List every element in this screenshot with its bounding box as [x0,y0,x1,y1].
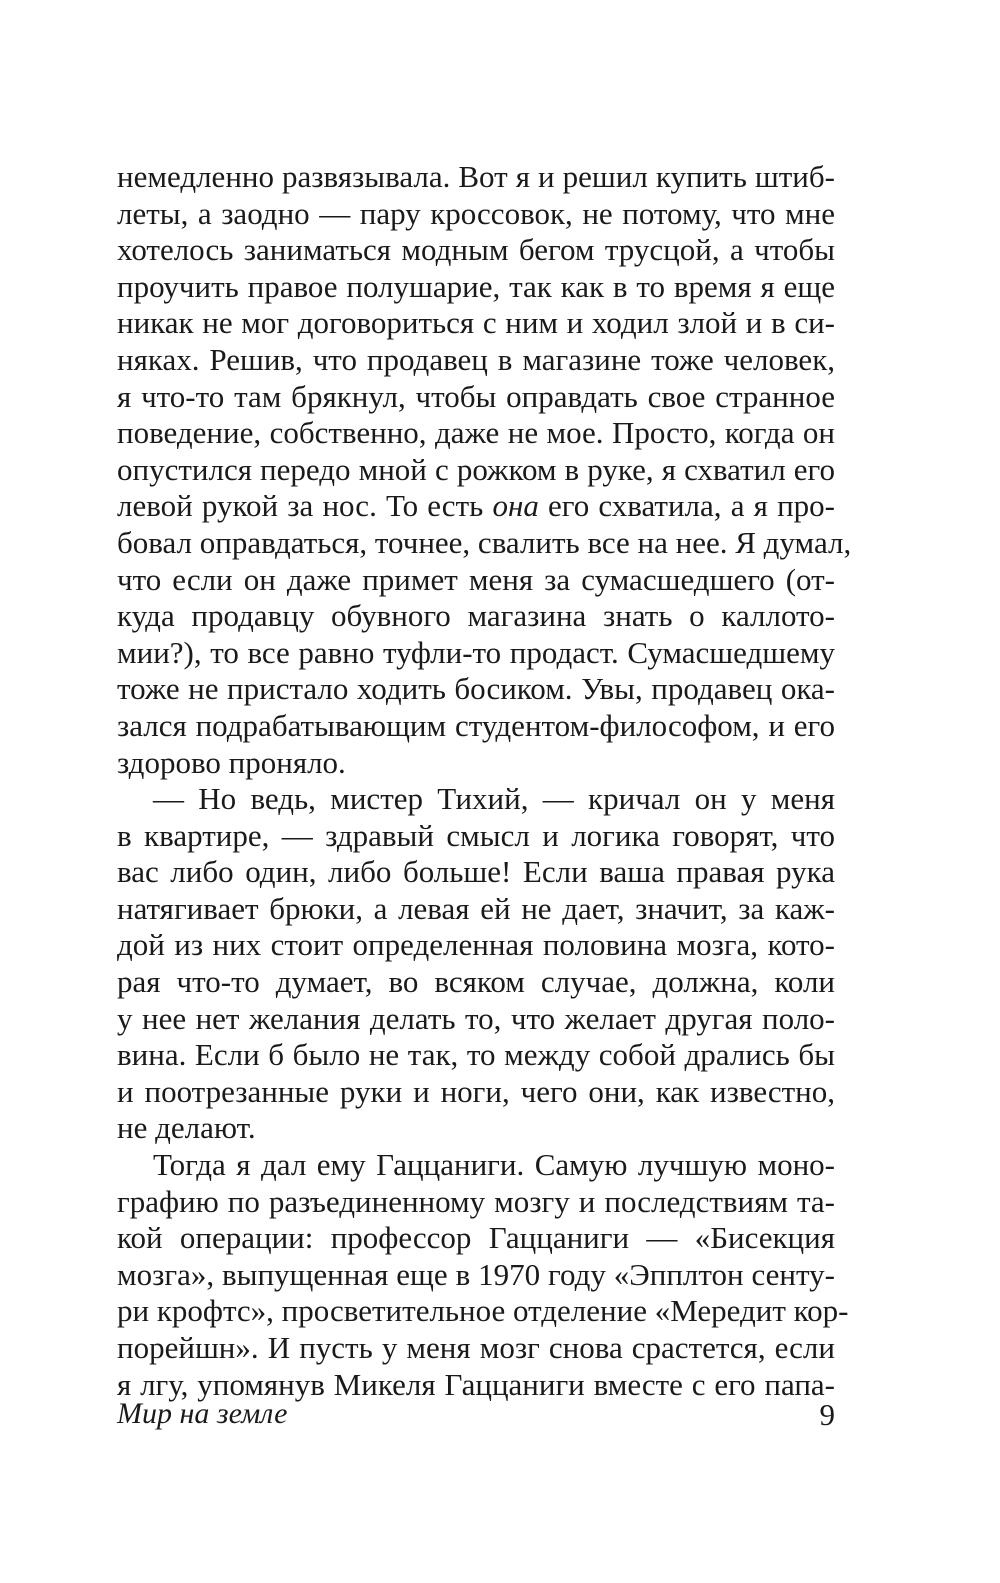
text-line: хотелось заниматься модным бегом трусцой, а чтобы [117,232,835,268]
text-line: — Но ведь, мистер Тихий, — кричал он у меня [153,781,835,817]
text-line: тоже не пристало ходить босиком. Увы, продавец ока- [117,671,835,707]
text-line: мозга», выпущенная еще в 1970 году «Эпплтон сенту- [117,1256,835,1292]
text-line: няках. Решив, что продавец в магазине тоже человек, [117,341,835,377]
text-line: я что-то там брякнул, чтобы оправдать свое странное [117,378,835,414]
text-line: в квартире, — здравый смысл и логика говорят, что [117,817,835,853]
text-line: Тогда я дал ему Гаццаниги. Самую лучшую моно- [153,1147,835,1183]
text-line: здорово проняло. [117,744,346,780]
page-number: 9 [819,1397,835,1432]
text-line: что если он даже примет меня за сумасшедшего (от- [117,561,835,597]
text-line: вина. Если б было не так, то между собой дрались бы [117,1037,835,1073]
text-line: кой операции: профессор Гаццаниги — «Бисекция [117,1220,835,1256]
text-line: рая что-то думает, во всяком случае, должна, коли [117,964,835,1000]
body-text [117,159,852,1403]
text-line: леты, а заодно — пару кроссовок, не потому, что мне [117,195,835,231]
text-line: зался подрабатывающим студентом-философом, и его [117,707,835,743]
text-line: я лгу, упомянув Микеля Гаццаниги вместе с его папа- [117,1366,835,1402]
text-segment: левой рукой за нос. То есть [117,488,493,524]
page-footer [117,1397,835,1437]
text-line: ри крофтс», просветительное отделение «Мередит кор- [117,1293,849,1329]
text-line: никак не мог договориться с ним и ходил злой и в си- [117,305,835,341]
text-line: не делают. [117,1110,256,1146]
text-line: куда продавцу обувного магазина знать о каллото- [117,598,835,634]
italic-emphasis: она [492,488,539,524]
text-line: бовал оправдаться, точнее, свалить все на нее. Я думал, [117,524,852,560]
text-line: мии?), то все равно туфли-то продаст. Сумасшедшему [117,634,835,670]
text-segment: его схватила, а я про- [538,488,835,524]
text-line: проучить правое полушарие, так как в то время я еще [117,268,835,304]
text-line: графию по разъединенному мозгу и последствиям та- [117,1183,835,1219]
text-line: дой из них стоит определенная половина мозга, кото- [117,927,835,963]
text-line [117,488,835,525]
text-line: порейшн». И пусть у меня мозг снова срастется, если [117,1330,835,1365]
text-line: немедленно развязывала. Вот я и решил купить штиб- [117,159,835,194]
text-line: опустился передо мной с рожком в руке, я схватил его [117,451,835,487]
text-line: вас либо один, либо больше! Если ваша правая рука [117,854,835,890]
text-line: и поотрезанные руки и ноги, чего они, как известно, [117,1073,835,1109]
text-line: натягивает брюки, а левая ей не дает, значит, за каж- [117,890,835,926]
text-line: у нее нет желания делать то, что желает другая поло- [117,1000,835,1036]
text-line: поведение, собственно, даже не мое. Просто, когда он [117,415,835,451]
running-title: Мир на земле [117,1397,288,1430]
